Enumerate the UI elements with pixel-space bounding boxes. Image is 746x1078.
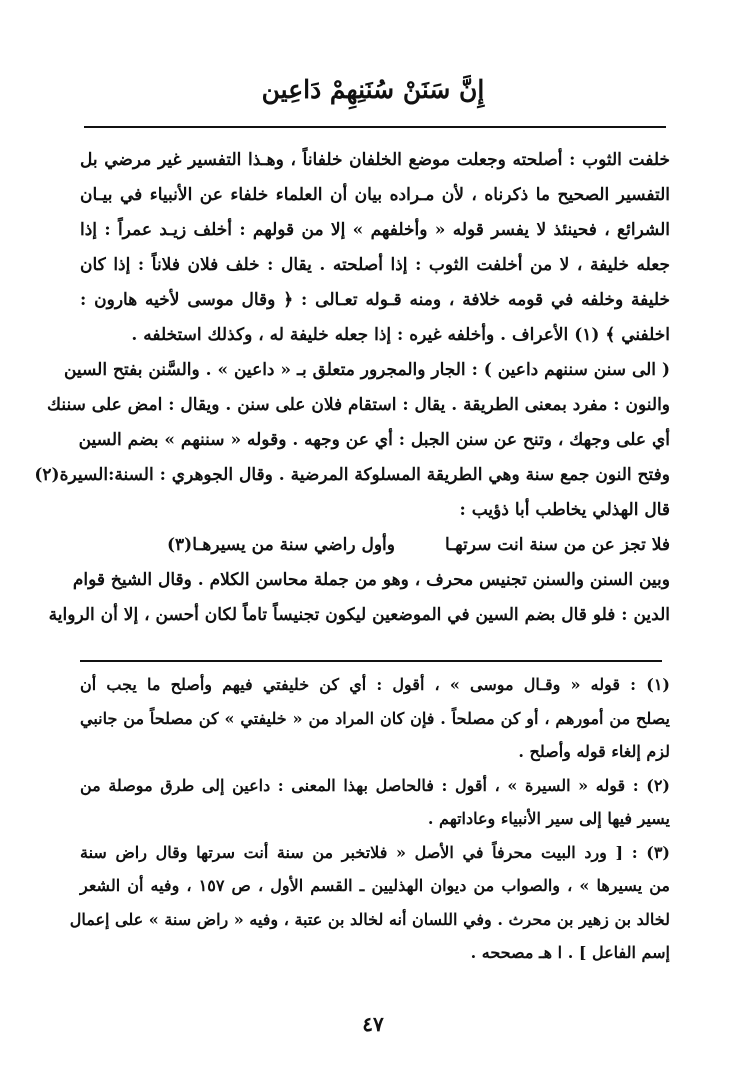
- poem-hemistich-second: وأول راضي سنة من يسيرهـا(٣): [166, 535, 395, 555]
- text-line: الدين : فلو قال بضم السين في الموضعين ليكون تجنيساً تاماً لكان أحسن ، إلا أن الرواية: [48, 605, 670, 625]
- header-divider: [84, 126, 666, 128]
- main-text: [34, 143, 670, 633]
- footnote-divider: [80, 660, 662, 662]
- text-line: وفتح النون جمع سنة وهي الطريقة المسلوكة المرضية . وقال الجوهري : السنة:السيرة(٢): [34, 465, 670, 485]
- footnote-line: (٢) : قوله « السيرة » ، أقول : فالحاصل بهذا المعنى : داعين إلى طرق موصلة من: [80, 775, 670, 795]
- text-line: التفسير الصحيح ما ذكرناه ، لأن مـراده بيان أن العلماء خلفاء عن الأنبياء في بيـان: [80, 185, 670, 205]
- footnotes: [69, 668, 671, 970]
- page-number: ٤٧: [362, 1012, 384, 1036]
- text-line: والنون : مفرد بمعنى الطريقة . يقال : استقام فلان على سنن . ويقال : امض على سننك: [47, 395, 670, 415]
- text-line: جعله خليفة ، لا من أخلفت الثوب : إذا أصلحته . يقال : خلف فلان فلاناً : إذا كان: [80, 255, 670, 275]
- text-line: الشرائع ، فحينئذ لا يفسر قوله « وأخلفهم » إلا من قولهم : أخلف زيـد عمراً : إذا: [80, 220, 670, 240]
- text-line: خليفة وخلفه في قومه خلافة ، ومنه قـوله تعـالى : ﴿ وقال موسى لأخيه هارون :: [80, 290, 670, 310]
- footnote-line: (٣) : [ ورد البيت محرفاً في الأصل « فلاتخبر من سنة أنت سرتها وقال راض سنة: [80, 842, 670, 862]
- footnote-line: لزم إلغاء قوله وأصلح .: [518, 742, 670, 761]
- poem-hemistich-first: فلا تجز عن من سنة انت سرتهـا: [445, 535, 670, 555]
- footnote-line: يسير فيها إلى سير الأنبياء وعاداتهم .: [427, 809, 670, 828]
- footnote-line: إسم الفاعل ] . ا هـ مصححه .: [470, 943, 670, 962]
- text-line: اخلفني ﴾ (١) الأعراف . وأخلفه غيره : إذا جعله خليفة له ، وكذلك استخلفه .: [131, 325, 670, 345]
- text-line: أي على وجهك ، وتنح عن سنن الجبل : أي عن وجهه . وقوله « سننهم » بضم السين: [78, 430, 670, 450]
- page-header-title: إِنَّ سَنَنْ سُنَنِهِمْ دَاعِين: [261, 75, 485, 104]
- text-line: ( الى سنن سننهم داعين ) : الجار والمجرور متعلق بـ « داعين » . والسَّنن بفتح السين: [63, 360, 670, 380]
- footnote-line: من يسيرها » ، والصواب من ديوان الهذليين ـ القسم الأول ، ص ١٥٧ ، وفيه أن الشعر: [80, 876, 671, 895]
- poem-verse: [80, 528, 670, 563]
- footnote-line: لخالد بن زهير بن محرث . وفي اللسان أنه لخالد بن عتبة ، وفيه « راض سنة » على إعمال: [69, 909, 670, 929]
- text-line: قال الهذلي يخاطب أبا ذؤيب :: [459, 500, 670, 520]
- footnote-line: يصلح من أمورهم ، أو كن مصلحاً . فإن كان المراد من « خليفتي » كن مصلحاً من جانبي: [80, 708, 670, 728]
- text-line: خلفت الثوب : أصلحته وجعلت موضع الخلفان خلفاناً ، وهـذا التفسير غير مرضي بل: [80, 150, 670, 170]
- text-line: وبين السنن والسنن تجنيس محرف ، وهو من جملة محاسن الكلام . وقال الشيخ قوام: [72, 570, 670, 590]
- footnote-line: (١) : قوله « وقـال موسى » ، أقول : أي كن خليفتي فيهم وأصلح ما يجب أن: [80, 675, 670, 694]
